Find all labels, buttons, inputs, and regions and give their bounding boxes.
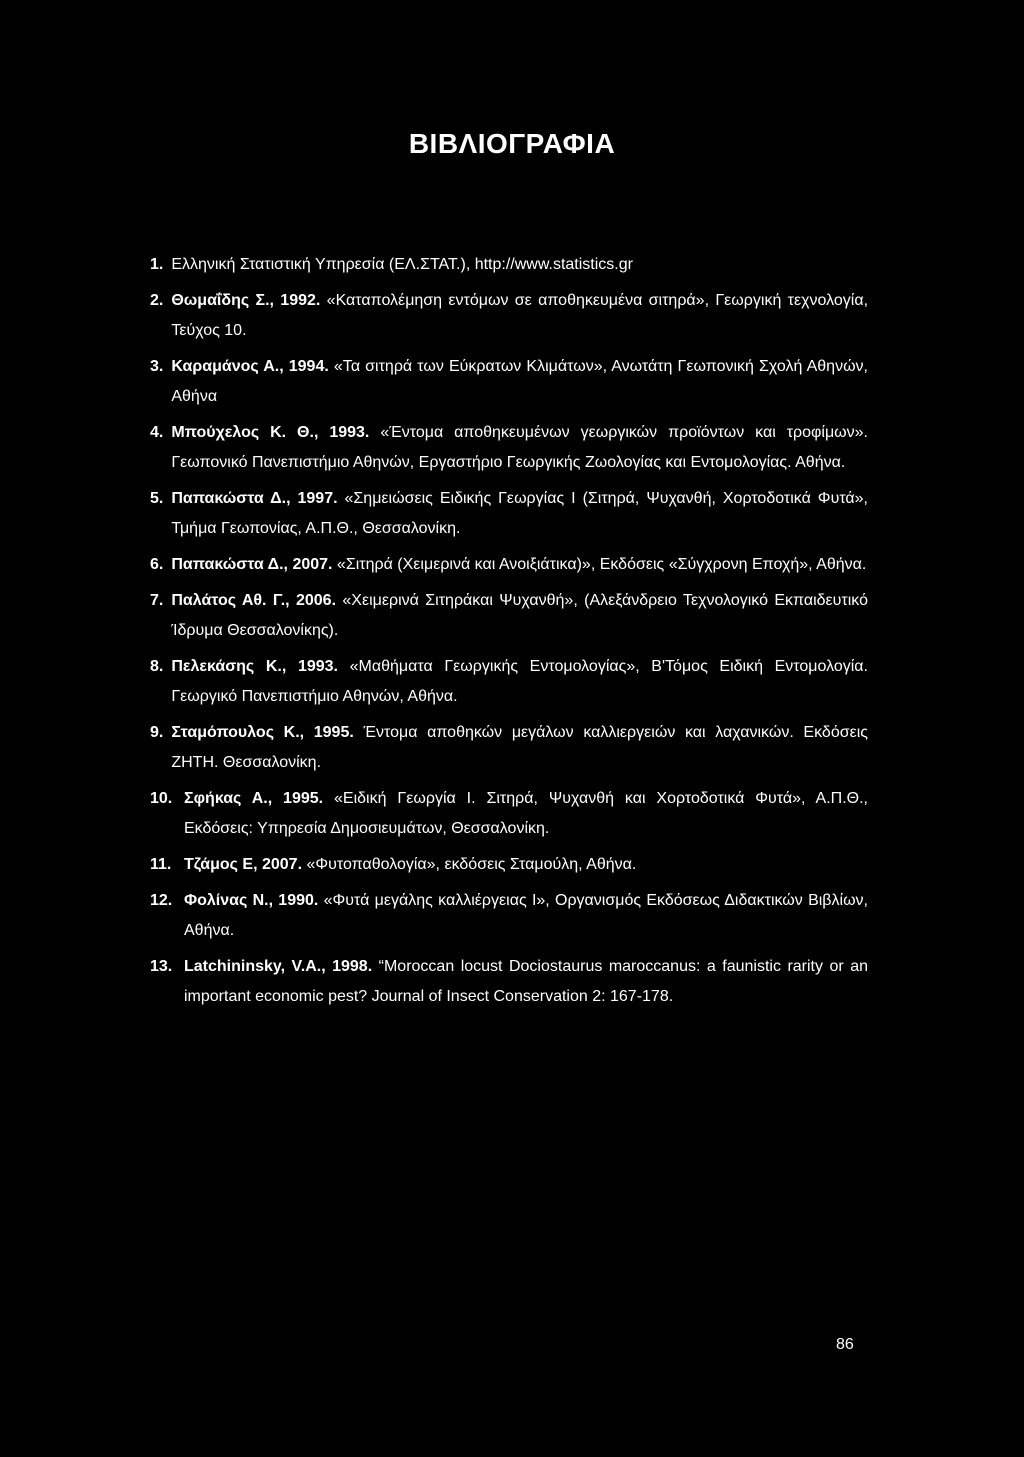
entry-author: Παπακώστα Δ., 1997. [171,490,338,507]
bibliography-entry [150,286,868,346]
entry-number: 12. [150,892,173,909]
bibliography-entry [150,484,868,544]
entry-body [171,550,868,580]
entry-author: Μπούχελος Κ. Θ., 1993. [171,424,370,441]
entry-body [171,718,868,778]
entry-body [184,952,868,1012]
entry-text: “Moroccan locust Dociostaurus maroccanus: a faunistic rarity or an important economic pest? Journal of Insect Conservation 2: 167-178. [184,958,868,1005]
page-title: ΒΙΒΛΙΟΓΡΑΦΙΑ [408,128,616,159]
entry-author: Καραμάνος Α., 1994. [171,358,329,375]
bibliography-entry [150,418,868,478]
bibliography-entry [150,952,868,1012]
entry-body [171,484,868,544]
page-number: 86 [836,1336,854,1353]
bibliography-entry [150,784,868,844]
bibliography-entry [150,886,868,946]
entry-author: Σταμόπουλος Κ., 1995. [171,724,354,741]
entry-number: 5. [150,490,164,507]
entry-number: 13. [150,958,173,975]
entry-number: 4. [150,424,164,441]
entry-number: 3. [150,358,164,375]
bibliography-entry [150,652,868,712]
entry-text: Έντομα αποθηκών μεγάλων καλλιεργειών και λαχανικών. Εκδόσεις ΖΗΤΗ. Θεσσαλονίκη. [171,724,868,771]
entry-body [184,784,868,844]
entry-text: «Σημειώσεις Ειδικής Γεωργίας I (Σιτηρά, Ψυχανθή, Χορτοδοτικά Φυτά», Τμήμα Γεωπονίας, Α.Π.Θ., Θεσσαλονίκη. [171,490,869,537]
entry-text: «Φυτά μεγάλης καλλιέργειας I», Οργανισμός Εκδόσεως Διδακτικών Βιβλίων, Αθήνα. [184,892,869,939]
entry-number: 1. [150,256,164,273]
entry-body [171,250,868,280]
entry-body [184,850,868,880]
entry-number: 10. [150,790,173,807]
entry-text: «Σιτηρά (Χειμερινά και Ανοιξιάτικα)», Εκδόσεις «Σύγχρονη Εποχή», Αθήνα. [332,556,867,573]
entry-author: Τζάμος Ε, 2007. [184,856,303,873]
entry-text: «Φυτοπαθολογία», εκδόσεις Σταμούλη, Αθήνα. [302,856,637,873]
entry-author: Πελεκάσης Κ., 1993. [171,658,338,675]
entry-text: «Μαθήματα Γεωργικής Εντομολογίας», Β'Τόμος Ειδική Εντομολογία. Γεωργικό Πανεπιστήμιο Αθηνών, Αθήνα. [171,658,869,705]
bibliography-list [150,250,868,1018]
entry-body [184,886,868,946]
entry-body [171,586,868,646]
entry-text: «Καταπολέμηση εντόμων σε αποθηκευμένα σιτηρά», Γεωργική τεχνολογία, Τεύχος 10. [171,292,869,339]
entry-author: Latchininsky, V.A., 1998. [184,958,373,975]
entry-body [171,652,868,712]
bibliography-entry [150,850,868,880]
bibliography-entry [150,352,868,412]
bibliography-entry [150,550,868,580]
entry-body [171,286,868,346]
bibliography-entry [150,718,868,778]
bibliography-entry [150,586,868,646]
entry-number: 9. [150,724,164,741]
entry-text: «Έντομα αποθηκευμένων γεωργικών προϊόντων και τροφίμων». Γεωπονικό Πανεπιστήμιο Αθηνών, Εργαστήριο Γεωργικής Ζωολογίας και Εντομολογίας. Αθήνα. [171,424,868,471]
entry-number: 2. [150,292,164,309]
entry-text: «Τα σιτηρά των Εύκρατων Κλιμάτων», Ανωτάτη Γεωπονική Σχολή Αθηνών, Αθήνα [171,358,869,405]
entry-number: 7. [150,592,164,609]
entry-body [171,418,868,478]
entry-author: Φολίνας Ν., 1990. [184,892,319,909]
entry-text: Ελληνική Στατιστική Υπηρεσία (ΕΛ.ΣΤΑΤ.), http://www.statistics.gr [171,256,633,273]
entry-author: Σφήκας Α., 1995. [184,790,324,807]
bibliography-entry [150,250,868,280]
entry-author: Παλάτος Αθ. Γ., 2006. [171,592,337,609]
entry-text: «Χειμερινά Σιτηράκαι Ψυχανθή», (Αλεξάνδρειο Τεχνολογικό Εκπαιδευτικό Ίδρυμα Θεσσαλονίκης). [171,592,869,639]
entry-text: «Ειδική Γεωργία I. Σιτηρά, Ψυχανθή και Χορτοδοτικά Φυτά», Α.Π.Θ., Εκδόσεις: Υπηρεσία Δημοσιευμάτων, Θεσσαλονίκη. [184,790,868,837]
entry-author: Θωμαΐδης Σ., 1992. [171,292,321,309]
entry-number: 8. [150,658,164,675]
entry-number: 6. [150,556,164,573]
entry-author: Παπακώστα Δ., 2007. [171,556,333,573]
entry-number: 11. [150,856,172,873]
entry-body [171,352,868,412]
